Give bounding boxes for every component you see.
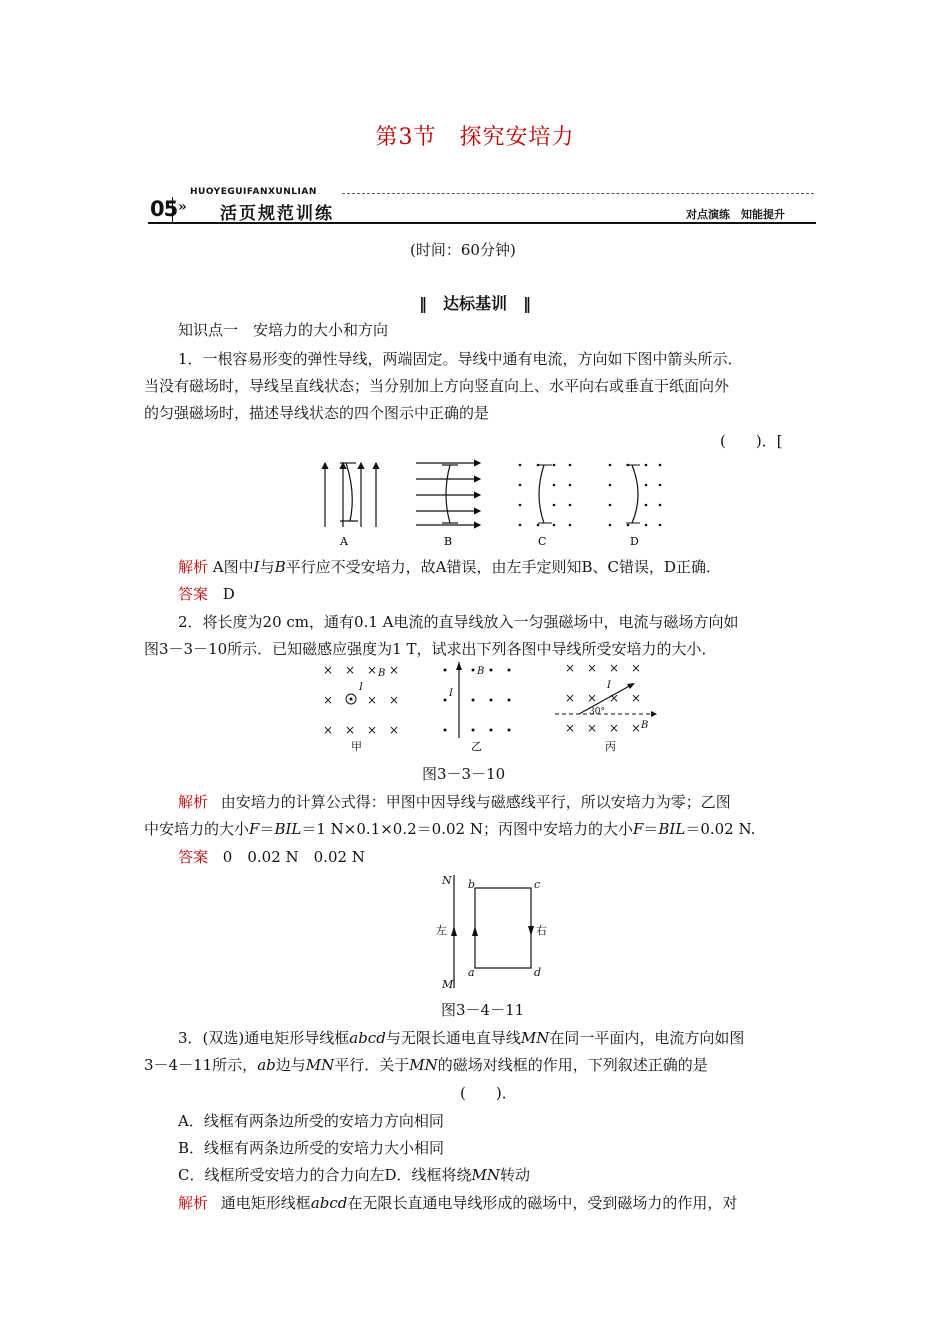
time-limit: (时间：60分钟) bbox=[410, 241, 516, 259]
q1-answer-label: 答案 bbox=[178, 585, 209, 603]
q1-line1: 1．一根容易形变的弹性导线，两端固定。导线中通有电流，方向如下图中箭头所示． bbox=[178, 350, 743, 368]
q3-label-d: d bbox=[534, 966, 542, 979]
q2-answer-value: 0 0.02 N 0.02 N bbox=[222, 848, 365, 866]
q2-analysis-line1 bbox=[178, 791, 731, 812]
q3-label-right: 右 bbox=[536, 924, 547, 937]
svg-text:×: × bbox=[565, 661, 576, 675]
q3-label-n: N bbox=[442, 874, 452, 887]
q2-analysis-line2 bbox=[144, 818, 755, 839]
q3-option-a: A．线框有两条边所受的安培力方向相同 bbox=[178, 1112, 444, 1130]
svg-text:×: × bbox=[587, 721, 598, 735]
svg-text:×: × bbox=[587, 691, 598, 705]
q2-figure bbox=[315, 658, 665, 754]
q3-frame-abcd bbox=[475, 888, 531, 968]
svg-text:B: B bbox=[477, 666, 485, 677]
svg-text:×: × bbox=[367, 693, 378, 707]
q2-analysis-text: ＝ bbox=[259, 820, 275, 838]
banner-right-text: 对点演练 知能提升 bbox=[686, 208, 785, 221]
svg-text:I: I bbox=[449, 688, 453, 699]
q1-diagram-b bbox=[416, 463, 480, 525]
svg-text:×: × bbox=[609, 661, 620, 675]
svg-text:B: B bbox=[641, 720, 649, 731]
q2-answer-label: 答案 bbox=[178, 848, 209, 866]
q3-line1 bbox=[178, 1027, 744, 1048]
q2-analysis-var: F bbox=[249, 820, 260, 838]
svg-text:×: × bbox=[367, 723, 378, 737]
q3-text: 平行．关于 bbox=[334, 1056, 410, 1074]
svg-text:×: × bbox=[565, 721, 576, 735]
q3-analysis-label: 解析 bbox=[178, 1194, 209, 1212]
svg-text:×: × bbox=[323, 663, 334, 677]
q1-answer-blank: ( )．[ bbox=[720, 432, 783, 450]
banner-number: 05 bbox=[150, 197, 178, 221]
q2-diagram-jia bbox=[323, 663, 399, 737]
section-title: ‖ 达标基训 ‖ bbox=[418, 294, 531, 313]
q3-option-b: B．线框有两条边所受的安培力大小相同 bbox=[178, 1139, 445, 1157]
q2-answer bbox=[178, 846, 365, 867]
svg-text:×: × bbox=[389, 693, 400, 707]
q2-analysis-text: 中安培力的大小 bbox=[144, 820, 250, 838]
q1-analysis-var-i: I bbox=[253, 558, 260, 576]
q3-var: abcd bbox=[349, 1029, 386, 1047]
q1-label-a: A bbox=[340, 535, 348, 548]
q2-diagram-bing bbox=[555, 661, 657, 735]
q1-answer bbox=[178, 583, 235, 604]
svg-text:I: I bbox=[607, 680, 611, 691]
q3-text: C．线框所受安培力的合力向左D．线框将绕 bbox=[178, 1166, 472, 1184]
q3-label-left: 左 bbox=[436, 924, 447, 937]
svg-text:×: × bbox=[565, 691, 576, 705]
banner-dotted-line bbox=[342, 193, 814, 194]
svg-text:×: × bbox=[323, 693, 334, 707]
topic-heading: 知识点一 安培力的大小和方向 bbox=[178, 321, 389, 339]
banner-divider bbox=[172, 197, 173, 222]
q3-figure-caption: 图3－4－11 bbox=[441, 1001, 525, 1019]
q1-diagram-d bbox=[609, 464, 662, 527]
q2-analysis-text: ＝0.02 N. bbox=[685, 820, 756, 838]
banner-title: 活页规范训练 bbox=[220, 204, 334, 224]
svg-text:×: × bbox=[345, 663, 356, 677]
q1-label-b: B bbox=[444, 535, 453, 548]
q1-analysis-text: 平行应不受安培力，故A错误，由左手定则知B、C错误，D正确． bbox=[285, 558, 721, 576]
q3-var: MN bbox=[520, 1029, 550, 1047]
q1-analysis-var-b: B bbox=[274, 558, 286, 576]
q1-line2: 当没有磁场时，导线呈直线状态；当分别加上方向竖直向上、水平向右或垂直于纸面向外 bbox=[144, 377, 730, 395]
q1-analysis-text: A图中 bbox=[212, 558, 254, 576]
q3-var: MN bbox=[409, 1056, 438, 1074]
q1-answer-value: D bbox=[222, 585, 235, 603]
q3-text: 通电矩形线框 bbox=[220, 1194, 311, 1212]
q3-frame-arrow-down bbox=[528, 926, 534, 936]
banner-rule bbox=[148, 222, 816, 224]
q2-label-yi: 乙 bbox=[471, 740, 482, 753]
q1-analysis-label: 解析 bbox=[178, 558, 209, 576]
q3-option-c-d bbox=[178, 1164, 530, 1185]
q2-analysis-var: BIL bbox=[274, 820, 302, 838]
q2-analysis-text: ＝1 N×0.1×0.2＝0.02 N；丙图中安培力的大小 bbox=[301, 820, 633, 838]
q2-figure-caption: 图3－3－10 bbox=[422, 765, 506, 783]
svg-text:×: × bbox=[587, 661, 598, 675]
q3-label-a: a bbox=[468, 966, 475, 979]
q3-text: 在无限长直通电导线形成的磁场中，受到磁场力的作用，对 bbox=[347, 1194, 738, 1212]
q3-var: ab bbox=[257, 1056, 276, 1074]
q3-var: MN bbox=[305, 1056, 335, 1074]
svg-text:×: × bbox=[631, 721, 642, 735]
q3-wire-arrow-up bbox=[451, 926, 457, 936]
q3-text: 3．(双选)通电矩形导线框 bbox=[178, 1029, 350, 1047]
q3-var: MN bbox=[471, 1166, 500, 1184]
q3-label-c: c bbox=[534, 878, 541, 891]
svg-text:×: × bbox=[389, 723, 400, 737]
q1-figure bbox=[310, 455, 680, 550]
q3-text: 的磁场对线框的作用，下列叙述正确的是 bbox=[437, 1056, 708, 1074]
q1-line3: 的匀强磁场时，描述导线状态的四个图示中正确的是 bbox=[144, 404, 490, 422]
q3-var: abcd bbox=[310, 1194, 348, 1212]
q3-text: 转动 bbox=[500, 1166, 531, 1184]
q2-line1: 2．将长度为20 cm，通有0.1 A电流的直导线放入一匀强磁场中，电流与磁场方向如 bbox=[178, 613, 739, 631]
q1-analysis-text: 与 bbox=[259, 558, 275, 576]
svg-text:×: × bbox=[631, 691, 642, 705]
svg-text:B: B bbox=[378, 668, 386, 679]
q3-label-m: M bbox=[442, 978, 454, 991]
q3-analysis bbox=[178, 1192, 737, 1213]
q3-answer-blank: ( )． bbox=[460, 1084, 517, 1102]
q2-line2: 图3－3－10所示．已知磁感应强度为1 T，试求出下列各图中导线所受安培力的大小． bbox=[144, 640, 717, 658]
svg-text:×: × bbox=[323, 723, 334, 737]
q1-diagram-a bbox=[325, 463, 376, 527]
q2-label-bing: 丙 bbox=[605, 740, 616, 753]
q2-analysis-var: BIL bbox=[658, 820, 686, 838]
svg-text:×: × bbox=[367, 663, 378, 677]
q1-diagram-c bbox=[519, 464, 572, 527]
q3-frame-arrow-up bbox=[472, 926, 478, 936]
svg-text:×: × bbox=[389, 663, 400, 677]
banner-arrow-icon: » bbox=[178, 199, 187, 215]
q2-angle-label: 30° bbox=[589, 707, 605, 717]
q1-label-d: D bbox=[630, 535, 639, 548]
q3-label-b: b bbox=[468, 878, 476, 891]
banner-subtitle: HUOYEGUIFANXUNLIAN bbox=[190, 187, 317, 197]
svg-text:×: × bbox=[345, 723, 356, 737]
q2-analysis-var: F bbox=[632, 820, 644, 838]
q2-diagram-yi bbox=[444, 662, 511, 738]
svg-text:I: I bbox=[359, 682, 363, 693]
q3-text: 与无限长通电直导线 bbox=[385, 1029, 521, 1047]
q3-text: 在同一平面内，电流方向如图 bbox=[549, 1029, 745, 1047]
page-title: 第3节 探究安培力 bbox=[375, 125, 575, 150]
svg-text:×: × bbox=[631, 661, 642, 675]
svg-text:×: × bbox=[609, 691, 620, 705]
q2-analysis-text: ＝ bbox=[643, 820, 659, 838]
q3-text: 边与 bbox=[275, 1056, 306, 1074]
q1-analysis bbox=[178, 556, 721, 577]
q3-figure bbox=[430, 870, 570, 995]
q3-text: 3－4－11所示， bbox=[144, 1056, 258, 1074]
q1-label-c: C bbox=[538, 535, 547, 548]
svg-text:×: × bbox=[609, 721, 620, 735]
q3-line2 bbox=[144, 1054, 708, 1075]
q2-analysis-text: 由安培力的计算公式得：甲图中因导线与磁感线平行，所以安培力为零；乙图 bbox=[220, 793, 731, 811]
q2-label-jia: 甲 bbox=[351, 740, 362, 753]
q2-analysis-label: 解析 bbox=[178, 793, 209, 811]
